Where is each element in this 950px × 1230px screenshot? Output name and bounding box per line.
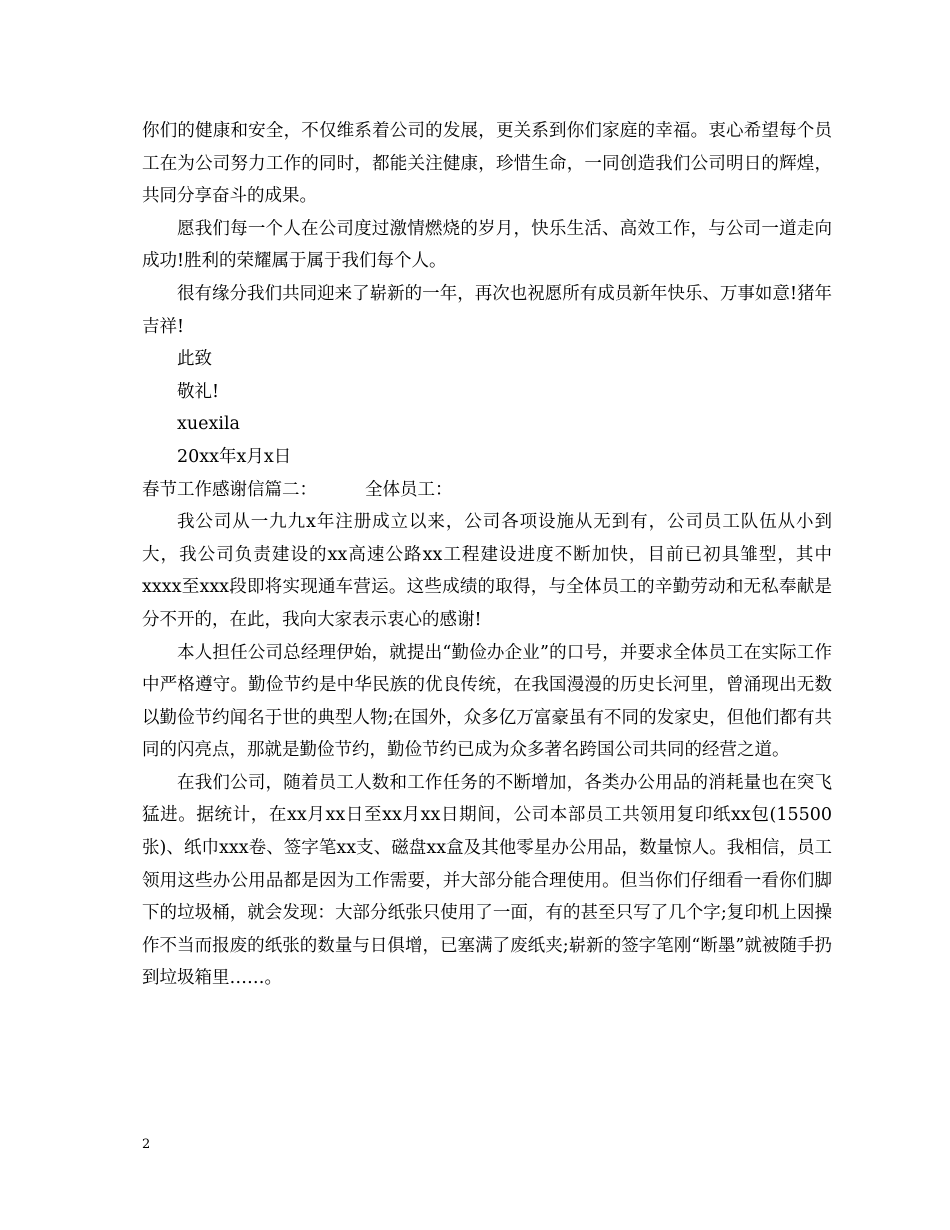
closing-line: 此致 [177,349,212,370]
date-line: 20xx年x月x日 [177,446,292,467]
signature-line: xuexila [177,414,240,435]
salute-line: 敬礼! [177,381,220,402]
paragraph-company-history: 我公司从一九九x年注册成立以来，公司各项设施从无到有，公司员工队伍从小到大，我公司负责建设的xx高速公路xx工程建设进度不断加快，目前已初具雏型，其中xxxx至xxx段即将实现通车营运。这些成绩的取得，与全体员工的辛勤劳动和无私奉献是分不开的，在此，我向大家表示衷心的感谢! [142,512,832,630]
paragraph-office-supplies: 在我们公司，随着员工人数和工作任务的不断增加，各类办公用品的消耗量也在突飞猛进。据统计，在xx月xx日至xx月xx日期间，公司本部员工共领用复印纸xx包(15500张)、纸巾xxx卷、签字笔xx支、磁盘xx盒及其他零星办公用品，数量惊人。我相信，员工领用这些办公用品都是因为工作需要，并大部分能合理使用。但当你们仔细看一看你们脚下的垃圾桶，就会发现：大部分纸张只使用了一面，有的甚至只写了几个字;复印机上因操作不当而报废的纸张的数量与日俱增，已塞满了废纸夹;崭新的签字笔刚“断墨”就被随手扔到垃圾箱里……。 [142,772,832,989]
paragraph-new-year-wish: 很有缘分我们共同迎来了崭新的一年，再次也祝愿所有成员新年快乐、万事如意!猪年吉祥! [142,283,832,337]
letter-body [142,115,832,995]
paragraph-wish-success: 愿我们每一个人在公司度过激情燃烧的岁月，快乐生活、高效工作，与公司一道走向成功!胜利的荣耀属于属于我们每个人。 [142,218,832,272]
section-heading [142,474,832,507]
paragraph-health-safety: 你们的健康和安全，不仅维系着公司的发展，更关系到你们家庭的幸福。衷心希望每个员工在为公司努力工作的同时，都能关注健康，珍惜生命，一同创造我们公司明日的辉煌，共同分享奋斗的成果。 [142,121,832,207]
addressee: 全体员工： [365,479,453,500]
page-number: 2 [142,1137,151,1152]
paragraph-thrift-slogan: 本人担任公司总经理伊始，就提出“勤俭办企业”的口号，并要求全体员工在实际工作中严格遵守。勤俭节约是中华民族的优良传统，在我国漫漫的历史长河里，曾涌现出无数以勤俭节约闻名于世的典型人物;在国外，众多亿万富豪虽有不同的发家史，但他们都有共同的闪亮点，那就是勤俭节约，勤俭节约已成为众多著名跨国公司共同的经营之道。 [142,642,832,761]
section-title: 春节工作感谢信篇二： [142,479,317,500]
